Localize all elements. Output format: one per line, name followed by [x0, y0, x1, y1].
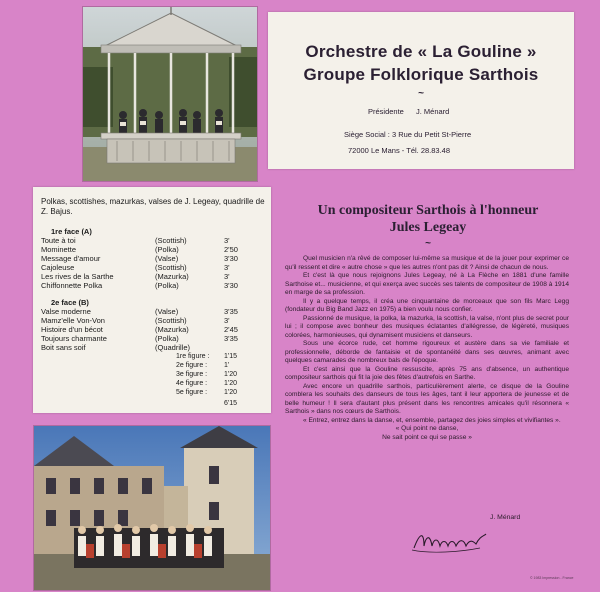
article-paragraph: « Entrez, entrez dans la danse, et, ensemble, partagez des joies simples et vivifiantes ».	[303, 416, 561, 424]
track-style: (Quadrille)	[155, 343, 191, 352]
track-style: (Mazurka)	[155, 272, 189, 281]
figure-duration: 1'20	[224, 371, 238, 378]
article-paragraph: Quel musicien n'a rêvé de composer lui-même sa musique et de la jouer pour exprimer ce qu'il ressent et dire « autre chose » que les autres n'ont pas dit ? Ainsi de chacun de nous.	[285, 255, 569, 271]
tracklist-card	[33, 187, 271, 413]
track-title: Toute à toi	[41, 236, 76, 245]
handwritten-signature	[410, 528, 490, 559]
track-duration: 3'	[224, 263, 230, 272]
chateau-illustration	[34, 426, 271, 591]
bandstand-photo	[82, 6, 258, 182]
figure-row	[33, 352, 271, 361]
track-style: (Polka)	[155, 245, 179, 254]
article-title: Un compositeur Sarthois à l'honneur	[317, 203, 539, 218]
track-style: (Scottish)	[155, 236, 187, 245]
track-row	[33, 245, 271, 254]
track-title: Cajoleuse	[41, 263, 75, 272]
header-ornament: ~	[418, 88, 424, 99]
figure-label: 4e figure :	[176, 380, 208, 387]
figure-duration: 1'20	[224, 380, 238, 387]
track-row	[33, 254, 271, 263]
track-row	[33, 325, 271, 334]
group-subtitle: Groupe Folklorique Sarthois	[303, 65, 539, 84]
track-duration: 3'30	[224, 281, 238, 290]
president-name: J. Ménard	[416, 107, 450, 116]
signature-drawing	[410, 528, 490, 554]
article-paragraph: Avec encore un quadrille sarthois, particulièrement alerte, ce disque de la Gouline comblera les souhaits des danseurs de tous les âges, tant il leur apportera de jeunesse et de belle humeur ! Il sera d'autant plus présent dans les rencontres amicales qu'il résonnera « Sarthois » dans nos cœurs de Sarthois.	[285, 382, 569, 415]
track-title: Boit sans soif	[41, 343, 86, 352]
article-body	[285, 255, 569, 442]
article-paragraph: Sous une écorce rude, cet homme rigoureux et austère dans sa vie familiale et professionnelle, déborde de fantaisie et de spontanéité dans ses œuvres, animant avec quelques camarades de nombreux bals de l'époque.	[285, 340, 569, 364]
track-title: Toujours charmante	[41, 334, 107, 343]
track-row	[33, 316, 271, 325]
track-style: (Valse)	[155, 254, 179, 263]
figure-duration: 1'15	[224, 353, 238, 360]
bandstand-illustration	[83, 7, 258, 182]
total-row	[33, 399, 271, 408]
figure-duration: 1'	[224, 362, 230, 369]
chateau-photo	[33, 425, 271, 591]
footer-note: © 1983 Impression - France	[530, 576, 574, 580]
track-title: Message d'amour	[41, 254, 101, 263]
track-duration: 3'35	[224, 307, 238, 316]
track-style: (Valse)	[155, 307, 179, 316]
track-duration: 3'35	[224, 334, 238, 343]
track-title: Valse moderne	[41, 307, 91, 316]
face-a-title: 1re face (A)	[51, 227, 92, 236]
figure-row	[33, 388, 271, 397]
track-title: Les rives de la Sarthe	[41, 272, 114, 281]
group-title: Orchestre de « La Gouline »	[305, 42, 537, 61]
article-ornament: ~	[425, 238, 431, 249]
header-card	[268, 12, 574, 169]
track-style: (Scottish)	[155, 316, 187, 325]
figure-row	[33, 370, 271, 379]
article-quote-line: Ne sait point ce qui se passe »	[382, 433, 472, 441]
track-duration: 3'	[224, 272, 230, 281]
track-duration: 3'	[224, 316, 230, 325]
figure-row	[33, 379, 271, 388]
track-row	[33, 281, 271, 290]
track-duration: 2'45	[224, 325, 238, 334]
track-title: Mominette	[41, 245, 77, 254]
track-row	[33, 307, 271, 316]
figure-row	[33, 361, 271, 370]
city-phone: 72000 Le Mans - Tél. 28.83.48	[348, 146, 451, 155]
face-b-title: 2e face (B)	[51, 298, 89, 307]
total-duration: 6'15	[224, 400, 238, 407]
track-duration: 3'	[224, 236, 230, 245]
president-label: Présidente	[368, 107, 404, 116]
track-title: Chiffonnette Polka	[41, 281, 103, 290]
signature-name: J. Ménard	[490, 514, 521, 521]
track-style: (Scottish)	[155, 263, 187, 272]
figure-label: 5e figure :	[176, 389, 208, 396]
article-paragraph: Passionné de musique, la polka, la mazurka, la scottish, la valse, n'ont plus de secret pour lui ; il compose avec bonheur des musiques éclatantes d'allégresse, de légèreté, musiques colorées, harmonieuses, qui dynamisent musiciens et danseurs.	[285, 314, 569, 339]
tracklist-intro: Polkas, scottishes, mazurkas, valses de J. Legeay, quadrille de Z. Bajus.	[41, 197, 265, 216]
figure-label: 2e figure :	[176, 362, 208, 369]
article-paragraph: Et c'est là que nous rejoignons Jules Legeay, né à La Flèche en 1881 d'une famille Sarthoise et... musicienne, et qui exerça avec succès ses talents de compositeur de 1908 à 1914 en marge de sa profession.	[285, 272, 569, 296]
track-row	[33, 236, 271, 245]
track-title: Mamz'elle Von-Von	[41, 316, 105, 325]
track-duration: 2'50	[224, 245, 238, 254]
figure-label: 3e figure :	[176, 371, 208, 378]
track-style: (Polka)	[155, 281, 179, 290]
track-title: Histoire d'un bécot	[41, 325, 103, 334]
track-style: (Polka)	[155, 334, 179, 343]
figure-duration: 1'20	[224, 389, 238, 396]
article-paragraph: Et c'est ainsi que la Gouline ressuscite, après 75 ans d'absence, un authentique compositeur sarthois qui fit la joie des fêtes d'autrefois en Sarthe.	[285, 365, 569, 381]
track-row	[33, 334, 271, 343]
article-subtitle: Jules Legeay	[389, 220, 467, 235]
track-duration: 3'30	[224, 254, 238, 263]
article-quote-line: « Qui point ne danse,	[395, 425, 459, 432]
article-paragraph: Il y a quelque temps, il créa une cinquantaine de morceaux que son fils Marc Legg (fondateur du Big Band Jazz en 1975) a bien voulu nous confier.	[285, 297, 569, 313]
track-row	[33, 272, 271, 281]
track-row	[33, 343, 271, 352]
siege-social: Siège Social : 3 Rue du Petit St-Pierre	[344, 130, 472, 139]
figure-label: 1re figure :	[176, 353, 210, 360]
track-style: (Mazurka)	[155, 325, 189, 334]
track-row	[33, 263, 271, 272]
